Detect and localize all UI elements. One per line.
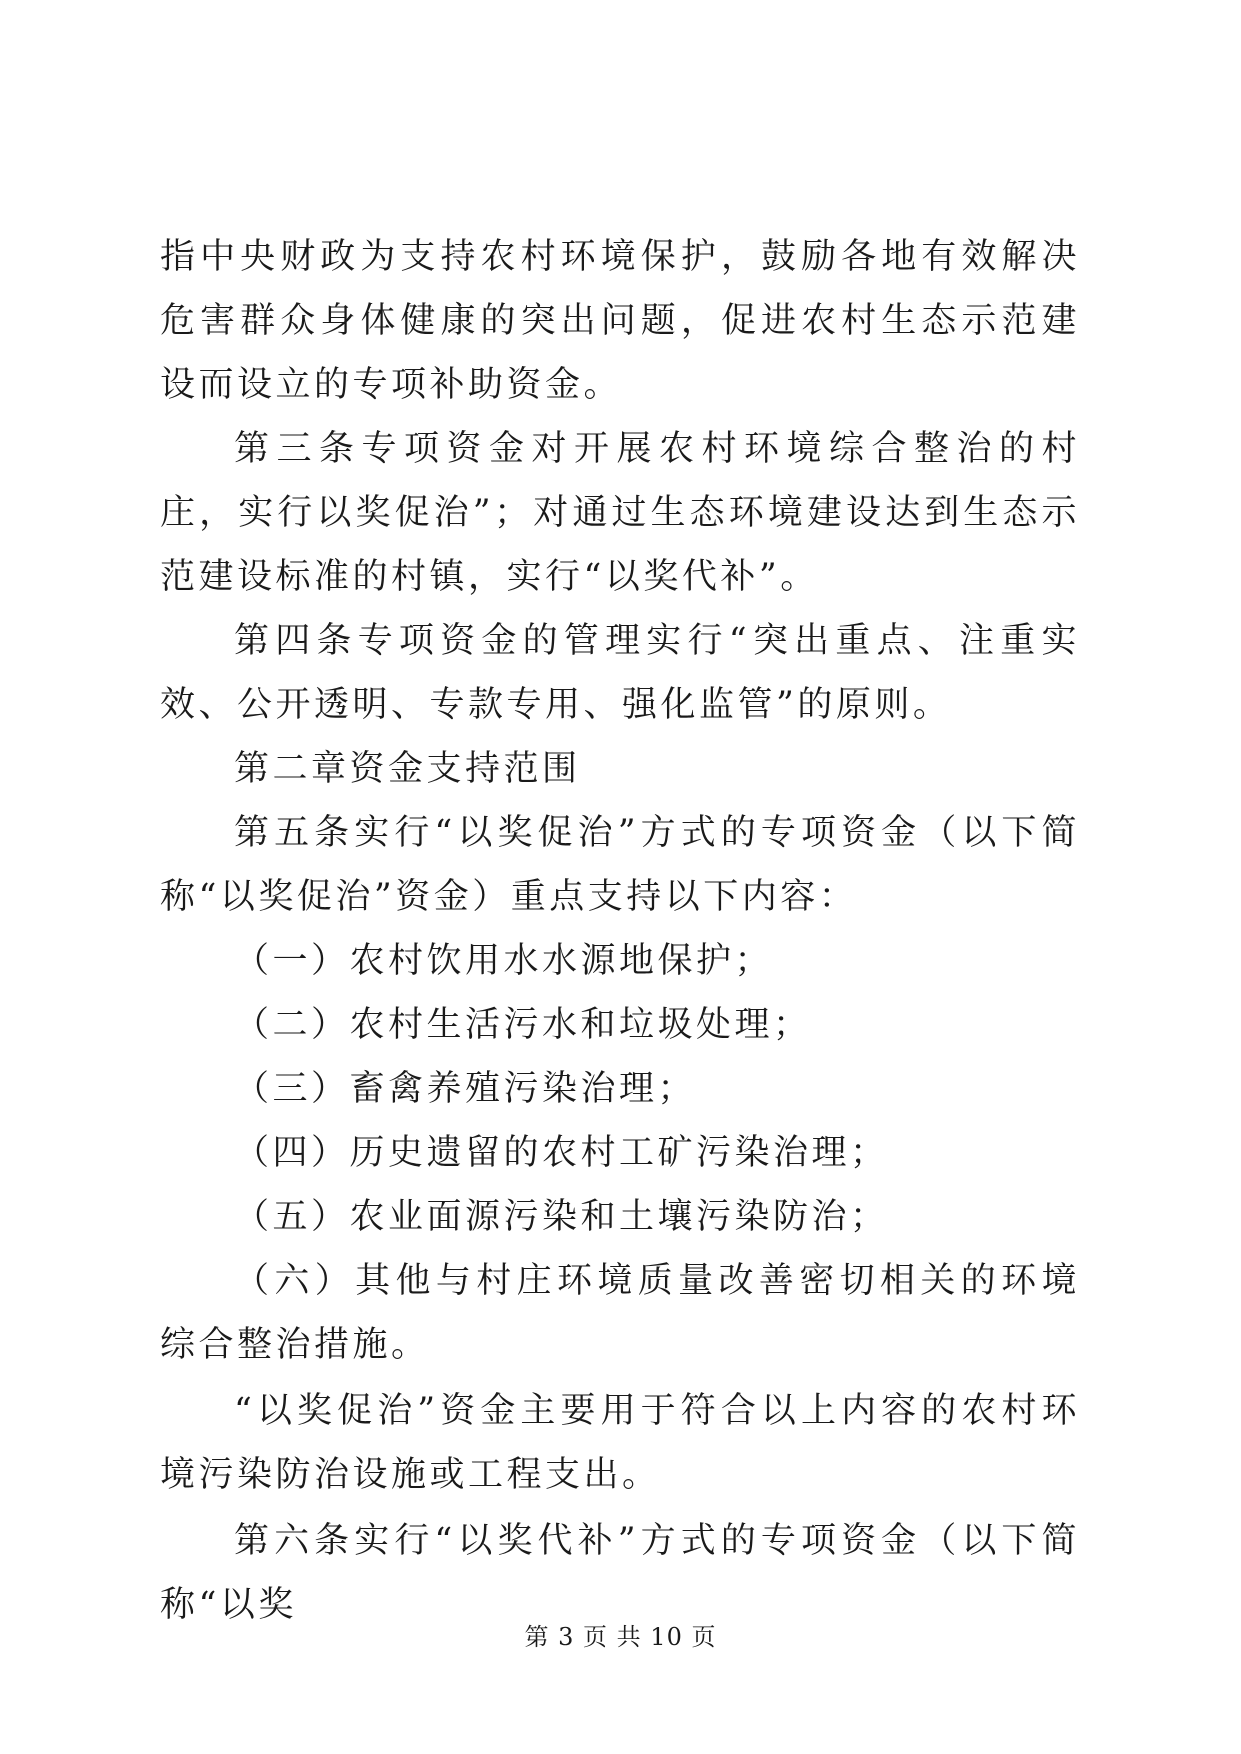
list-item-6: （六）其他与村庄环境质量改善密切相关的环境综合整治措施。 [160,1261,1080,1365]
list-item-3: （三）畜禽养殖污染治理； [234,1069,697,1109]
paragraph-article-6: 第六条实行“以奖代补”方式的专项资金（以下简称“以奖 [160,1521,1080,1625]
paragraph-article-3: 第三条专项资金对开展农村环境综合整治的村庄，实行以奖促治”；对通过生态环境建设达到生态示范建设标准的村镇，实行“以奖代补”。 [160,429,1080,597]
chapter-heading: 第二章资金支持范围 [234,749,581,789]
list-item-2: （二）农村生活污水和垃圾处理； [234,1005,812,1045]
list-item-5: （五）农业面源污染和土壤污染防治； [234,1197,889,1237]
list-item-4: （四）历史遗留的农村工矿污染治理； [234,1133,889,1173]
list-item-1: （一）农村饮用水水源地保护； [234,941,774,981]
paragraph-funding-use: “以奖促治”资金主要用于符合以上内容的农村环境污染防治设施或工程支出。 [160,1391,1080,1495]
paragraph-1: 指中央财政为支持农村环境保护，鼓励各地有效解决危害群众身体健康的突出问题，促进农村生态示范建设而设立的专项补助资金。 [160,237,1080,405]
page-number-footer: 第 3 页 共 10 页 [524,1623,717,1651]
paragraph-article-5: 第五条实行“以奖促治”方式的专项资金（以下简称“以奖促治”资金）重点支持以下内容： [160,813,1080,917]
document-body [160,225,1080,1637]
paragraph-article-4: 第四条专项资金的管理实行“突出重点、注重实效、公开透明、专款专用、强化监管”的原则。 [160,621,1080,725]
